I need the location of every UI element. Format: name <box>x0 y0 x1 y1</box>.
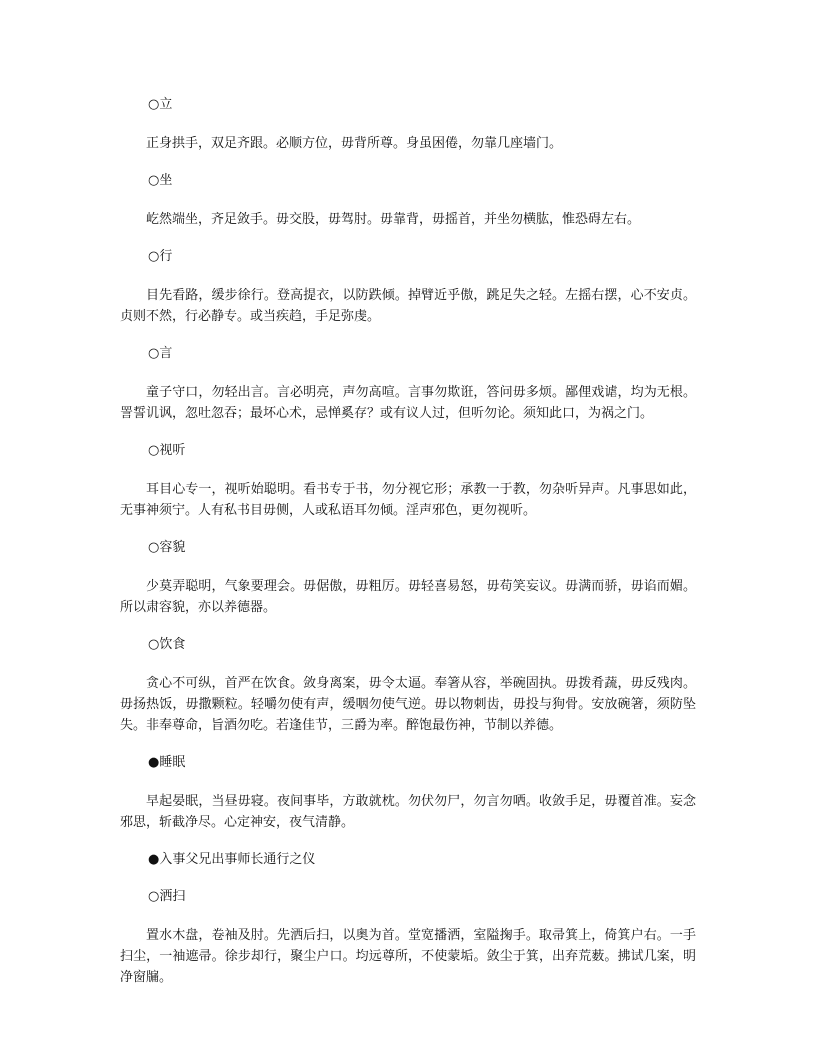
section-heading: ○立 <box>148 97 173 112</box>
section-yan <box>120 345 696 424</box>
section-paragraph: 童子守口，勿轻出言。言必明亮，声勿高喧。言事勿欺诳，答问毋多烦。鄙俚戏谑，均为无根。詈誓讥讽，忽吐忽吞；最坏心术，忌惮奚存？或有议人过，但听勿论。须知此口，为祸之门。 <box>120 385 696 421</box>
section-rongmao <box>120 539 696 618</box>
section-sasao <box>120 888 696 988</box>
section-paragraph: 目先看路，缓步徐行。登高提衣，以防跌倾。掉臂近乎傲，跳足失之轻。左摇右摆，心不安贞。贞则不然，行必静专。或当疾趋，手足弥虔。 <box>120 288 696 324</box>
section-heading: ●入事父兄出事师长通行之仪 <box>148 852 316 867</box>
section-heading: ○坐 <box>148 173 173 188</box>
section-rushi <box>120 851 696 868</box>
section-paragraph: 早起晏眠，当昼毋寝。夜间事毕，方敢就枕。勿伏勿尸，勿言勿哂。收敛手足，毋覆首准。妄念邪思，斩截净尽。心定神安，夜气清静。 <box>120 794 696 830</box>
document-page <box>120 96 696 1006</box>
section-heading: ○饮食 <box>148 637 186 652</box>
section-zuo <box>120 172 696 230</box>
section-heading: ○行 <box>148 249 173 264</box>
section-shuimian <box>120 754 696 833</box>
section-paragraph: 贪心不可纵，首严在饮食。敛身离案，毋令太逼。奉箸从容，举碗固执。毋拨肴蔬，毋反残肉。毋扬热饭，毋撒颗粒。轻嚼勿使有声，缓咽勿使气逆。毋以物刺齿，毋投与狗骨。安放碗箸，须防坠失。非奉尊命，旨酒勿吃。若逢佳节，三爵为率。醉饱最伤神，节制以养德。 <box>120 676 696 733</box>
section-heading: ○视听 <box>148 443 186 458</box>
section-paragraph: 正身拱手，双足齐跟。必顺方位，毋背所尊。身虽困倦，勿靠几座墙门。 <box>146 136 563 151</box>
section-paragraph: 屹然端坐，齐足敛手。毋交股，毋驾肘。毋靠背，毋摇首，并坐勿横肱，惟恐碍左右。 <box>146 212 641 227</box>
section-yinshi <box>120 636 696 736</box>
section-xing <box>120 248 696 327</box>
section-heading: ○容貌 <box>148 540 186 555</box>
section-heading: ●睡眠 <box>148 755 186 770</box>
section-paragraph: 少莫弄聪明，气象要理会。毋倨傲，毋粗厉。毋轻喜易怒，毋苟笑妄议。毋满而骄，毋谄而媚。所以肃容貌，亦以养德器。 <box>120 579 696 615</box>
section-heading: ○言 <box>148 346 173 361</box>
section-heading: ○洒扫 <box>148 889 186 904</box>
section-shiting <box>120 442 696 521</box>
section-li <box>120 96 696 154</box>
section-paragraph: 耳目心专一，视听始聪明。看书专于书，勿分视它形；承教一于教，勿杂听异声。凡事思如此，无事神须宁。人有私书目毋侧，人或私语耳勿倾。淫声邪色，更勿视听。 <box>120 482 696 518</box>
section-paragraph: 置水木盘，卷袖及肘。先洒后扫，以奥为首。堂宽播洒，室隘掬手。取帚箕上，倚箕户右。一手扫尘，一袖遮帚。徐步却行，聚尘户口。均远尊所，不使蒙垢。敛尘于箕，出弃荒薮。拂试几案，明净窗牖。 <box>120 928 696 985</box>
